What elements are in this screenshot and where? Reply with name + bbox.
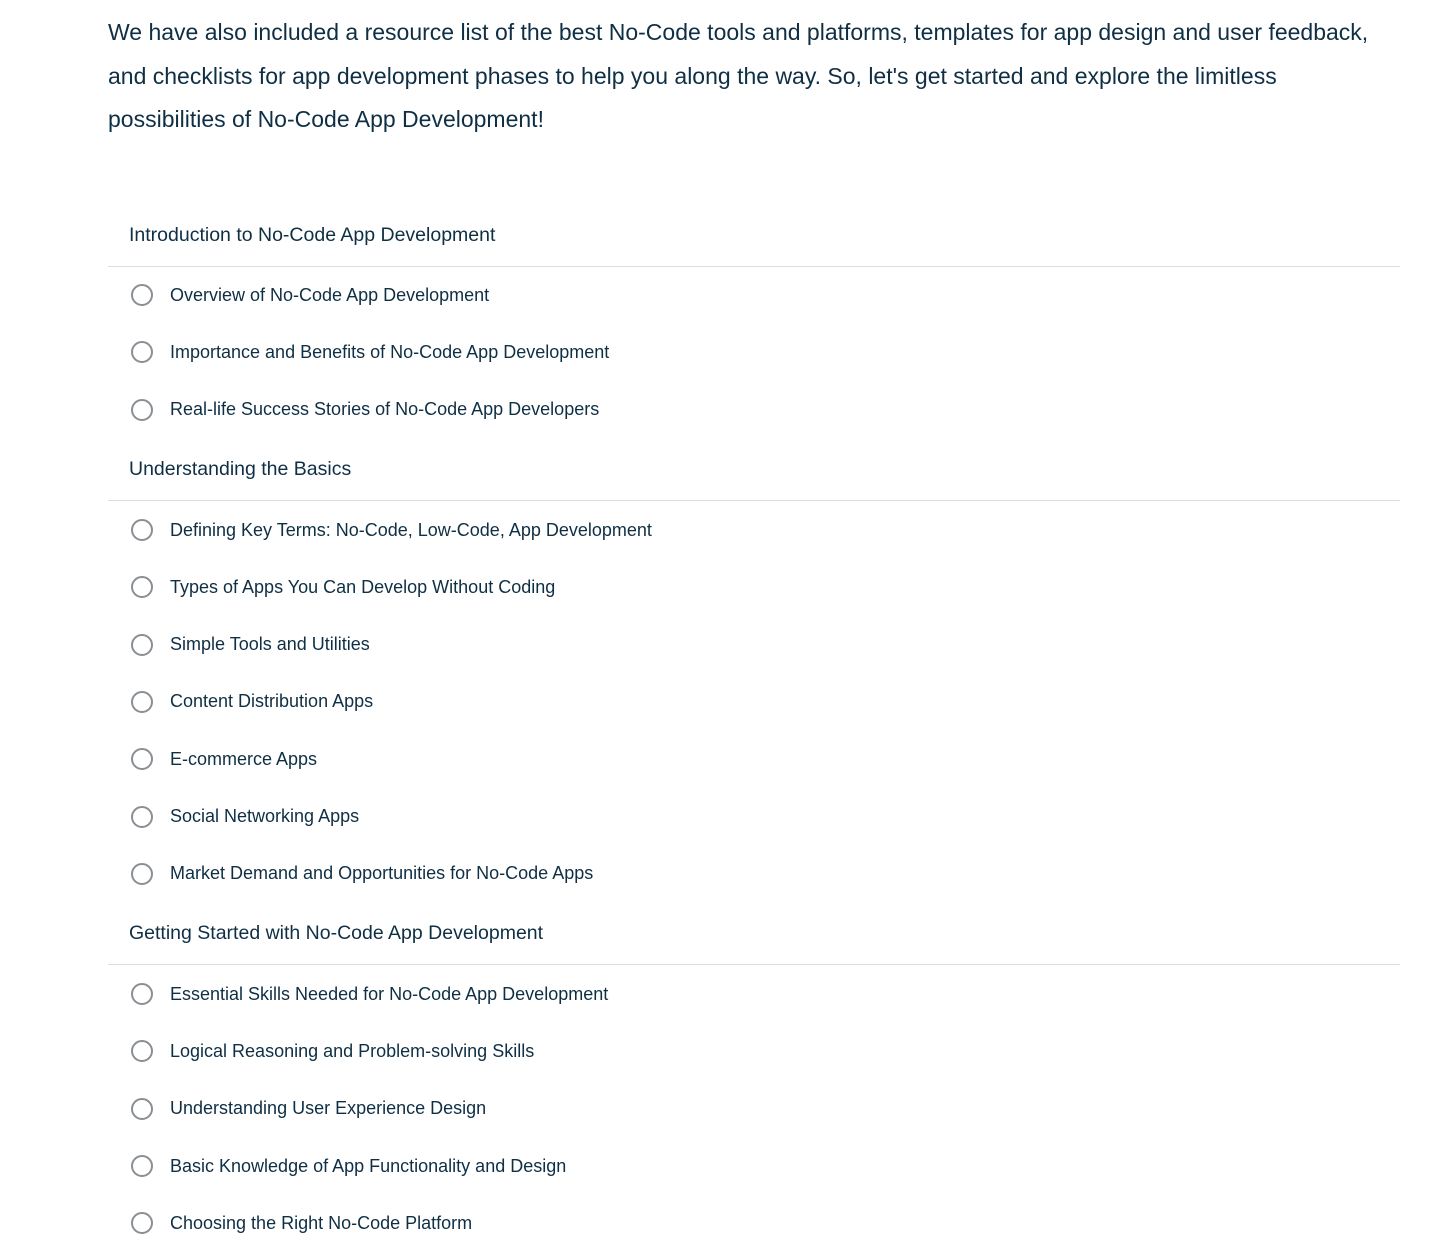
item-list <box>108 965 1400 1251</box>
section-title: Getting Started with No-Code App Development <box>108 902 1400 965</box>
section-getting-started <box>108 902 1400 1251</box>
checklist-item[interactable] <box>108 788 1400 845</box>
radio-button[interactable] <box>131 1212 153 1234</box>
radio-button[interactable] <box>131 748 153 770</box>
item-label: Choosing the Right No-Code Platform <box>170 1212 473 1233</box>
radio-button[interactable] <box>131 341 153 363</box>
checklist-item[interactable] <box>108 1080 1400 1137</box>
checklist-item[interactable] <box>108 673 1400 730</box>
checklist-item[interactable] <box>108 381 1400 438</box>
section-title: Introduction to No-Code App Development <box>108 204 1400 267</box>
item-label: Social Networking Apps <box>170 806 360 827</box>
checklist-item[interactable] <box>108 616 1400 673</box>
checklist-item[interactable] <box>108 731 1400 788</box>
checklist-item[interactable] <box>108 324 1400 381</box>
radio-button[interactable] <box>131 576 153 598</box>
checklist-item[interactable] <box>108 845 1400 902</box>
checklist-item[interactable] <box>108 965 1400 1022</box>
radio-button[interactable] <box>131 399 153 421</box>
item-label: Overview of No-Code App Development <box>170 284 490 305</box>
item-label: Essential Skills Needed for No-Code App Development <box>170 983 609 1004</box>
checklist-item[interactable] <box>108 267 1400 324</box>
checklist-item[interactable] <box>108 559 1400 616</box>
section-understanding-basics <box>108 438 1400 902</box>
item-label: Types of Apps You Can Develop Without Coding <box>170 576 556 597</box>
item-label: Real-life Success Stories of No-Code App Developers <box>170 399 600 420</box>
item-list <box>108 501 1400 902</box>
radio-button[interactable] <box>131 634 153 656</box>
radio-button[interactable] <box>131 691 153 713</box>
intro-paragraph: We have also included a resource list of the best No-Code tools and platforms, templates for app design and user feedback, and checklists for app development phases to help you along the way. So, let's get started and explore the limitless possibilities of No-Code App Development! <box>108 19 1369 132</box>
section-introduction <box>108 204 1400 439</box>
item-label: Defining Key Terms: No-Code, Low-Code, App Development <box>170 519 652 540</box>
radio-button[interactable] <box>131 519 153 541</box>
checklist-item[interactable] <box>108 1195 1400 1252</box>
checklist-item[interactable] <box>108 1023 1400 1080</box>
item-label: Basic Knowledge of App Functionality and Design <box>170 1155 567 1176</box>
radio-button[interactable] <box>131 1155 153 1177</box>
item-label: Understanding User Experience Design <box>170 1098 487 1119</box>
section-title: Understanding the Basics <box>108 438 1400 501</box>
item-label: Importance and Benefits of No-Code App Development <box>170 341 610 362</box>
checklist-item[interactable] <box>108 1137 1400 1194</box>
radio-button[interactable] <box>131 983 153 1005</box>
item-label: Logical Reasoning and Problem-solving Skills <box>170 1040 535 1061</box>
radio-button[interactable] <box>131 1040 153 1062</box>
radio-button[interactable] <box>131 284 153 306</box>
radio-button[interactable] <box>131 806 153 828</box>
item-list <box>108 267 1400 439</box>
item-label: Market Demand and Opportunities for No-Code Apps <box>170 863 594 884</box>
radio-button[interactable] <box>131 1098 153 1120</box>
item-label: Content Distribution Apps <box>170 691 374 712</box>
item-label: E-commerce Apps <box>170 748 318 769</box>
item-label: Simple Tools and Utilities <box>170 634 370 655</box>
checklist <box>108 204 1400 1252</box>
radio-button[interactable] <box>131 863 153 885</box>
checklist-item[interactable] <box>108 501 1400 558</box>
